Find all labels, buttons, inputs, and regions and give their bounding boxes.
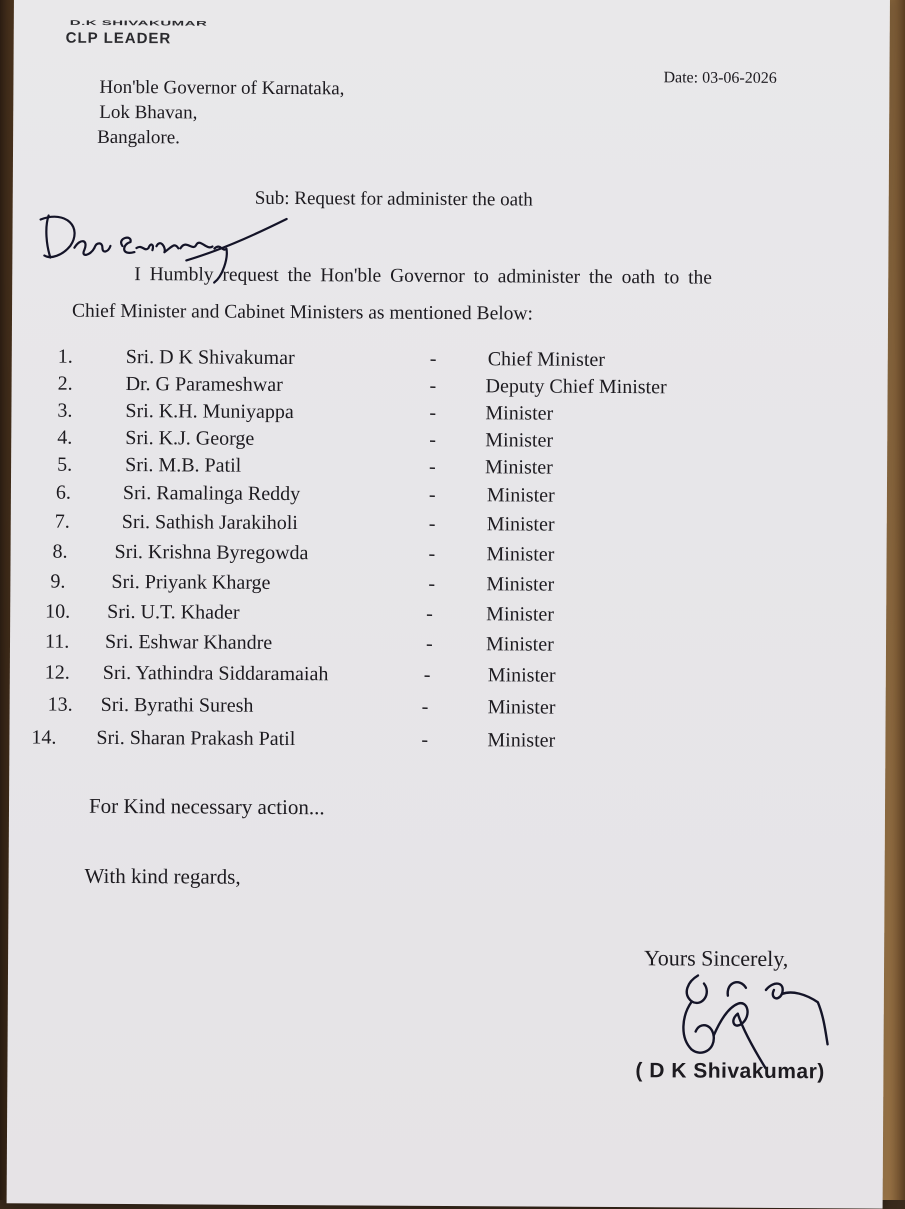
address-line: Hon'ble Governor of Karnataka, (99, 76, 345, 100)
separator-dash: - (428, 542, 436, 565)
separator-dash: - (429, 347, 437, 370)
separator-dash: - (428, 512, 436, 535)
minister-name: Sri. Priyank Kharge (111, 570, 271, 594)
minister-row (10, 600, 810, 626)
closing-regards: With kind regards, (84, 863, 241, 889)
minister-row (11, 453, 811, 479)
signatory-name: ( D K Shivakumar) (635, 1059, 825, 1084)
letterhead-name: D.K SHIVAKUMAR (69, 19, 208, 28)
minister-row (12, 372, 812, 399)
minister-role: Minister (487, 729, 556, 752)
separator-dash: - (421, 728, 429, 751)
minister-row (10, 726, 810, 752)
separator-dash: - (429, 428, 437, 451)
minister-role: Minister (486, 513, 555, 536)
letter-date: Date: 03-06-2026 (663, 69, 777, 87)
minister-name: Sri. Ramalinga Reddy (122, 481, 301, 506)
separator-dash: - (429, 374, 437, 397)
separator-dash: - (429, 401, 437, 424)
subject-line: Sub: Request for administer the oath (254, 187, 533, 211)
minister-role: Minister (485, 456, 553, 479)
body-paragraph-line-2: Chief Minister and Cabinet Ministers as mentioned Below: (71, 300, 533, 325)
minister-number: 13. (47, 693, 73, 716)
minister-row (12, 399, 812, 425)
minister-number: 6. (55, 481, 72, 504)
minister-row (10, 661, 810, 687)
minister-name: Sri. U.T. Khader (107, 600, 240, 624)
minister-row (11, 510, 811, 536)
minister-name: Sri. M.B. Patil (125, 454, 242, 477)
minister-name: Sri. Eshwar Khandre (104, 630, 273, 654)
minister-number: 14. (31, 726, 57, 749)
letter-page (7, 0, 890, 1209)
minister-number: 8. (52, 540, 68, 563)
minister-row (11, 481, 811, 507)
minister-role: Minister (486, 484, 555, 507)
separator-dash: - (428, 483, 436, 506)
minister-role: Minister (486, 543, 555, 566)
minister-row (10, 630, 810, 656)
letterhead-title: CLP LEADER (65, 29, 172, 48)
separator-dash: - (425, 632, 433, 655)
body-paragraph-line-1: I Humbly request the Hon'ble Governor to administer the oath to the (134, 264, 713, 289)
minister-role: Minister (486, 603, 555, 626)
yours-sincerely: Yours Sincerely, (644, 945, 789, 972)
minister-number: 3. (57, 399, 73, 422)
minister-role: Minister (485, 633, 554, 656)
separator-dash: - (429, 455, 436, 478)
minister-number: 2. (57, 372, 73, 395)
address-line: Lok Bhavan, (99, 101, 198, 124)
minister-row (10, 570, 810, 596)
minister-number: 5. (57, 453, 73, 476)
minister-number: 1. (57, 345, 73, 368)
minister-role: Minister (487, 664, 556, 687)
minister-role: Chief Minister (487, 348, 606, 371)
minister-number: 9. (50, 570, 66, 593)
minister-number: 10. (45, 600, 71, 623)
separator-dash: - (428, 572, 436, 595)
closing-action: For Kind necessary action... (88, 793, 325, 820)
minister-name: Sri. Byrathi Suresh (100, 693, 254, 717)
minister-role: Minister (487, 696, 556, 719)
minister-name: Sri. K.H. Muniyappa (125, 400, 294, 424)
minister-name: Sri. Sathish Jarakiholi (121, 510, 298, 535)
minister-name: Sri. Sharan Prakash Patil (96, 726, 296, 751)
minister-number: 7. (54, 510, 70, 533)
minister-name: Sri. Yathindra Siddaramaiah (102, 661, 329, 686)
minister-role: Minister (486, 573, 555, 596)
separator-dash: - (421, 695, 429, 718)
minister-row (10, 693, 810, 719)
separator-dash: - (423, 663, 431, 686)
minister-number: 12. (44, 661, 70, 684)
minister-name: Sri. D K Shivakumar (125, 346, 295, 370)
minister-row (12, 345, 812, 371)
minister-name: Sri. Krishna Byregowda (114, 540, 309, 565)
minister-row (11, 540, 811, 566)
minister-role: Deputy Chief Minister (485, 375, 667, 399)
minister-name: Dr. G Parameshwar (125, 373, 283, 396)
minister-role: Minister (485, 429, 554, 452)
address-line: Bangalore. (97, 126, 180, 149)
separator-dash: - (426, 602, 433, 625)
minister-name: Sri. K.J. George (125, 427, 255, 450)
minister-role: Minister (485, 402, 554, 425)
signature (667, 971, 838, 1072)
minister-row (11, 426, 811, 452)
minister-number: 4. (57, 426, 73, 449)
minister-number: 11. (44, 630, 70, 653)
